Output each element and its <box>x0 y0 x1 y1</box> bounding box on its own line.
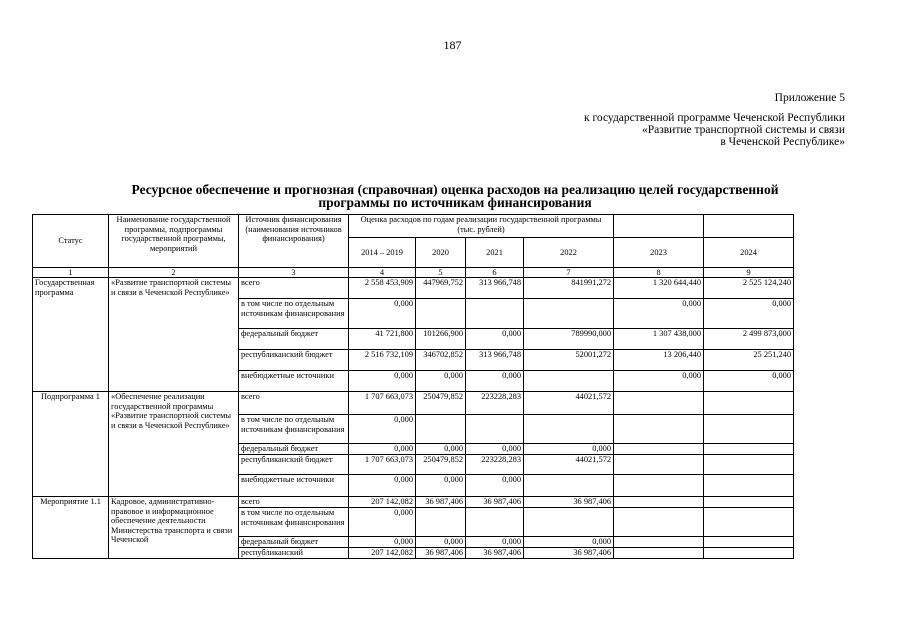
cell-amount <box>614 455 704 475</box>
row-funding-source: всего <box>239 497 349 508</box>
cell-amount: 207 142,082 <box>349 548 416 559</box>
cell-amount: 0,000 <box>349 299 416 329</box>
cell-amount <box>524 299 614 329</box>
cell-amount: 346702,852 <box>416 350 466 371</box>
cell-amount <box>704 415 794 444</box>
appendix-line-region: в Чеченской Республике» <box>720 136 845 148</box>
table-row <box>33 278 794 299</box>
cell-amount: 207 142,082 <box>349 497 416 508</box>
row-funding-source: федеральный бюджет <box>239 444 349 455</box>
cell-amount: 2 525 124,240 <box>704 278 794 299</box>
cell-amount: 36 987,406 <box>524 548 614 559</box>
header-year: 2014 – 2019 <box>349 238 416 268</box>
cell-amount: 841991,272 <box>524 278 614 299</box>
header-blank-8 <box>614 215 704 238</box>
cell-amount: 0,000 <box>349 444 416 455</box>
cell-amount <box>704 444 794 455</box>
row-funding-source: внебюджетные источники <box>239 475 349 497</box>
header-estimate: Оценка расходов по годам реализации государственной программы (тыс. рублей) <box>349 215 614 238</box>
row-status: Подпрограмма 1 <box>33 392 109 497</box>
header-year: 2023 <box>614 238 704 268</box>
header-status: Статус <box>33 215 109 268</box>
cell-amount: 2 558 453,909 <box>349 278 416 299</box>
cell-amount <box>704 392 794 415</box>
cell-amount: 223228,283 <box>466 455 524 475</box>
cell-amount: 0,000 <box>466 329 524 350</box>
cell-amount: 0,000 <box>704 299 794 329</box>
cell-amount: 223228,283 <box>466 392 524 415</box>
title-line-1: Ресурсное обеспечение и прогнозная (справочная) оценка расходов на реализацию целей государственной <box>131 182 779 197</box>
cell-amount: 0,000 <box>416 537 466 548</box>
col-number: 8 <box>614 268 704 278</box>
cell-amount: 36 987,406 <box>524 497 614 508</box>
cell-amount: 0,000 <box>466 371 524 392</box>
cell-amount <box>614 392 704 415</box>
document-title <box>60 183 850 209</box>
row-status: Государственная программа <box>33 278 109 392</box>
header-year: 2021 <box>466 238 524 268</box>
cell-amount: 0,000 <box>466 475 524 497</box>
row-funding-source: республиканский бюджет <box>239 350 349 371</box>
col-number: 2 <box>109 268 239 278</box>
table-row <box>33 497 794 508</box>
cell-amount <box>614 537 704 548</box>
cell-amount <box>466 415 524 444</box>
col-number: 1 <box>33 268 109 278</box>
col-number: 3 <box>239 268 349 278</box>
cell-amount: 0,000 <box>349 537 416 548</box>
cell-amount: 0,000 <box>349 371 416 392</box>
row-funding-source: республиканский бюджет <box>239 455 349 475</box>
cell-amount: 0,000 <box>614 371 704 392</box>
cell-amount: 1 320 644,440 <box>614 278 704 299</box>
row-funding-source: внебюджетные источники <box>239 371 349 392</box>
cell-amount: 0,000 <box>704 371 794 392</box>
cell-amount: 1 707 663,073 <box>349 392 416 415</box>
cell-amount: 0,000 <box>349 475 416 497</box>
header-year: 2024 <box>704 238 794 268</box>
cell-amount: 36 987,406 <box>466 548 524 559</box>
row-funding-source: всего <box>239 392 349 415</box>
cell-amount: 0,000 <box>466 537 524 548</box>
appendix-line-program: к государственной программе Чеченской Республики <box>584 112 845 124</box>
cell-amount <box>416 415 466 444</box>
cell-amount: 0,000 <box>416 475 466 497</box>
header-year: 2022 <box>524 238 614 268</box>
cell-amount: 0,000 <box>349 415 416 444</box>
page-number: 187 <box>443 38 462 52</box>
cell-amount: 0,000 <box>524 444 614 455</box>
header-year: 2020 <box>416 238 466 268</box>
cell-amount <box>704 497 794 508</box>
cell-amount <box>704 475 794 497</box>
header-name: Наименование государственной программы, подпрограммы государственной программы, мероприятий <box>109 215 239 268</box>
cell-amount: 13 206,440 <box>614 350 704 371</box>
cell-amount <box>416 299 466 329</box>
header-blank-9 <box>704 215 794 238</box>
col-number: 7 <box>524 268 614 278</box>
cell-amount: 0,000 <box>416 444 466 455</box>
cell-amount <box>704 455 794 475</box>
table-row <box>33 392 794 415</box>
col-number: 4 <box>349 268 416 278</box>
cell-amount: 0,000 <box>416 371 466 392</box>
cell-amount <box>704 508 794 537</box>
cell-amount <box>704 548 794 559</box>
funding-table <box>32 214 794 559</box>
cell-amount: 41 721,800 <box>349 329 416 350</box>
row-funding-source: всего <box>239 278 349 299</box>
cell-amount: 101266,900 <box>416 329 466 350</box>
column-numbers <box>33 268 794 278</box>
cell-amount: 36 987,406 <box>416 497 466 508</box>
header-source: Источник финансирования (наименования источников финансирования) <box>239 215 349 268</box>
title-line-2: программы по источникам финансирования <box>318 195 592 210</box>
row-funding-source: федеральный бюджет <box>239 329 349 350</box>
cell-amount: 2 516 732,109 <box>349 350 416 371</box>
cell-amount: 0,000 <box>466 444 524 455</box>
cell-amount: 1 707 663,073 <box>349 455 416 475</box>
row-funding-source: в том числе по отдельным источникам финансирования <box>239 299 349 329</box>
row-program-name: «Развитие транспортной системы и связи в Чеченской Республике» <box>109 278 239 392</box>
table-header <box>33 215 794 268</box>
cell-amount: 250479,852 <box>416 392 466 415</box>
cell-amount: 0,000 <box>524 537 614 548</box>
cell-amount: 789990,000 <box>524 329 614 350</box>
table-body <box>33 278 794 559</box>
cell-amount: 0,000 <box>349 508 416 537</box>
cell-amount: 2 499 873,000 <box>704 329 794 350</box>
cell-amount: 36 987,406 <box>466 497 524 508</box>
row-funding-source: в том числе по отдельным источникам финансирования <box>239 508 349 537</box>
cell-amount <box>704 537 794 548</box>
cell-amount <box>614 475 704 497</box>
row-funding-source: федеральный бюджет <box>239 537 349 548</box>
cell-amount: 25 251,240 <box>704 350 794 371</box>
col-number: 5 <box>416 268 466 278</box>
cell-amount <box>524 371 614 392</box>
row-program-name: Кадровое, административно-правовое и информационное обеспечение деятельности Министерства транспорта и связи Чеченской <box>109 497 239 559</box>
cell-amount: 313 966,748 <box>466 278 524 299</box>
cell-amount: 44021,572 <box>524 455 614 475</box>
cell-amount <box>416 508 466 537</box>
cell-amount: 313 966,748 <box>466 350 524 371</box>
row-funding-source: республиканский <box>239 548 349 559</box>
cell-amount: 1 307 438,000 <box>614 329 704 350</box>
cell-amount: 0,000 <box>614 299 704 329</box>
appendix-line-name: «Развитие транспортной системы и связи <box>641 124 845 136</box>
row-status: Мероприятие 1.1 <box>33 497 109 559</box>
cell-amount: 36 987,406 <box>416 548 466 559</box>
cell-amount <box>614 548 704 559</box>
cell-amount: 44021,572 <box>524 392 614 415</box>
cell-amount <box>466 299 524 329</box>
appendix-label: Приложение 5 <box>774 92 845 104</box>
cell-amount <box>524 475 614 497</box>
cell-amount <box>614 444 704 455</box>
cell-amount <box>614 497 704 508</box>
row-program-name: «Обеспечение реализации государственной программы «Развитие транспортной системы и связи в Чеченской Республике» <box>109 392 239 497</box>
cell-amount <box>466 508 524 537</box>
cell-amount: 52001,272 <box>524 350 614 371</box>
col-number: 6 <box>466 268 524 278</box>
col-number: 9 <box>704 268 794 278</box>
cell-amount <box>524 508 614 537</box>
cell-amount: 250479,852 <box>416 455 466 475</box>
cell-amount <box>614 415 704 444</box>
row-funding-source: в том числе по отдельным источникам финансирования <box>239 415 349 444</box>
cell-amount: 447969,752 <box>416 278 466 299</box>
cell-amount <box>614 508 704 537</box>
cell-amount <box>524 415 614 444</box>
